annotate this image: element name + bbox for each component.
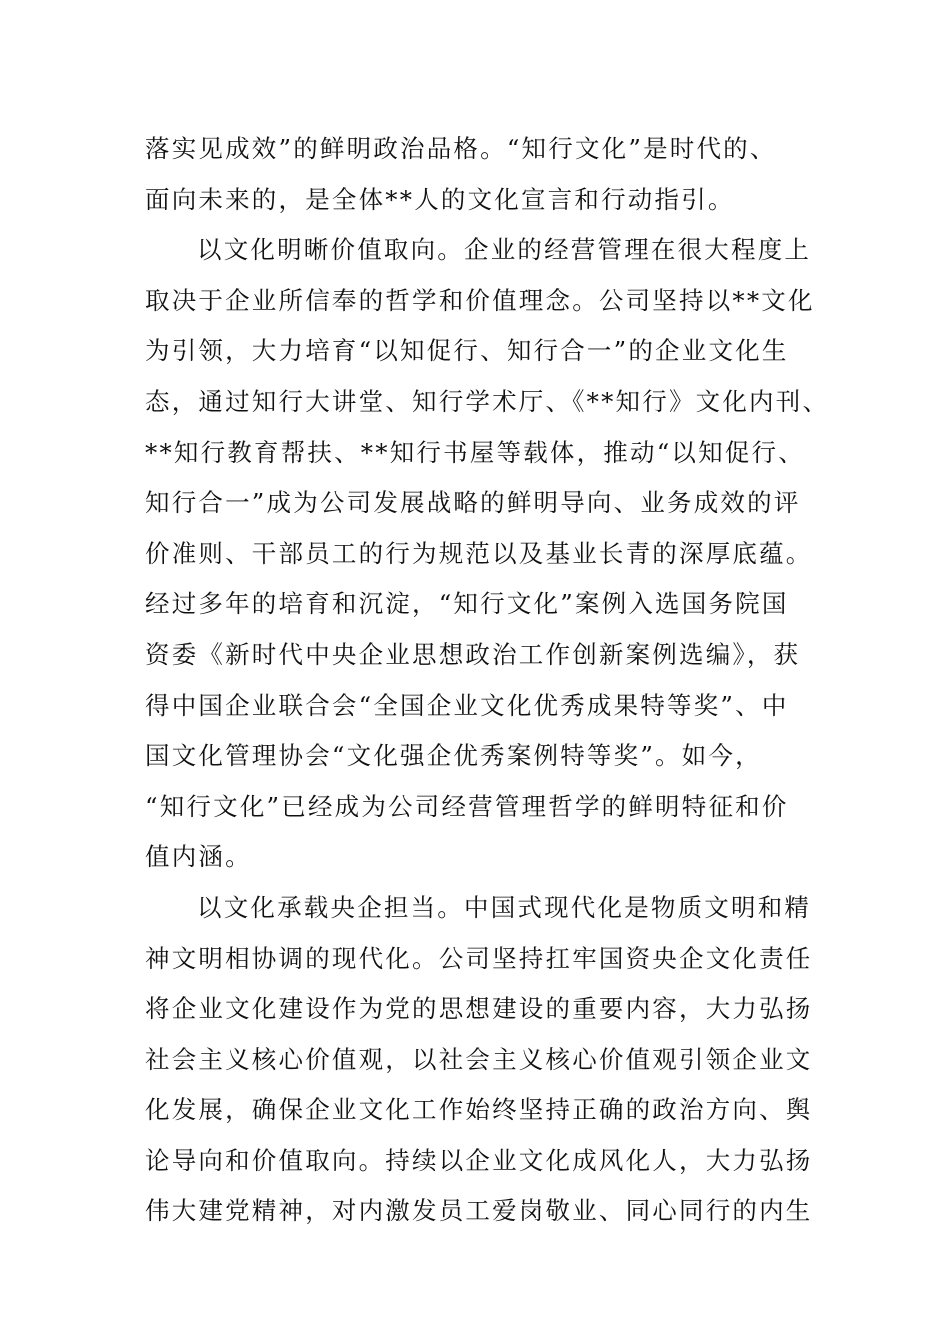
text-line: 论导向和价值取向。持续以企业文化成风化人，大力弘扬 [145,1145,813,1175]
text-line: 态，通过知行大讲堂、知行学术厅、《**知行》文化内刊、 [145,386,830,416]
paragraph-start-line: 以文化明晰价值取向。企业的经营管理在很大程度上 [197,235,812,265]
text-line: 神文明相协调的现代化。公司坚持扛牢国资央企文化责任 [145,943,813,973]
text-line: 取决于企业所信奉的哲学和价值理念。公司坚持以**文化 [145,285,815,315]
text-line: 得中国企业联合会“全国企业文化优秀成果特等奖”、中 [145,690,789,720]
text-line: 国文化管理协会“文化强企优秀案例特等奖”。如今， [145,741,762,771]
paragraph-start-line: 以文化承载央企担当。中国式现代化是物质文明和精 [197,892,812,922]
text-line: 落实见成效”的鲜明政治品格。“知行文化”是时代的、 [145,134,777,163]
text-line: 社会主义核心价值观，以社会主义核心价值观引领企业文 [145,1044,813,1074]
text-line: **知行教育帮扶、**知行书屋等载体，推动“以知促行、 [145,437,805,467]
text-line: 为引领，大力培育“以知促行、知行合一”的企业文化生 [145,336,789,366]
text-line: 价准则、干部员工的行为规范以及基业长青的深厚底蕴。 [145,538,813,568]
body-text [145,124,830,1237]
text-line: 化发展，确保企业文化工作始终坚持正确的政治方向、舆 [145,1095,813,1125]
text-line: 将企业文化建设作为党的思想建设的重要内容，大力弘扬 [145,994,813,1024]
text-line: 经过多年的培育和沉淀，“知行文化”案例入选国务院国 [145,589,789,619]
text-line: 面向未来的，是全体**人的文化宣言和行动指引。 [145,184,735,214]
text-line: “知行文化”已经成为公司经营管理哲学的鲜明特征和价 [145,791,789,821]
text-line: 知行合一”成为公司发展战略的鲜明导向、业务成效的评 [145,488,801,518]
text-line: 资委《新时代中央企业思想政治工作创新案例选编》，获 [145,639,801,669]
text-line: 伟大建党精神，对内激发员工爱岗敬业、同心同行的内生 [145,1196,813,1226]
text-line: 值内涵。 [145,842,252,872]
